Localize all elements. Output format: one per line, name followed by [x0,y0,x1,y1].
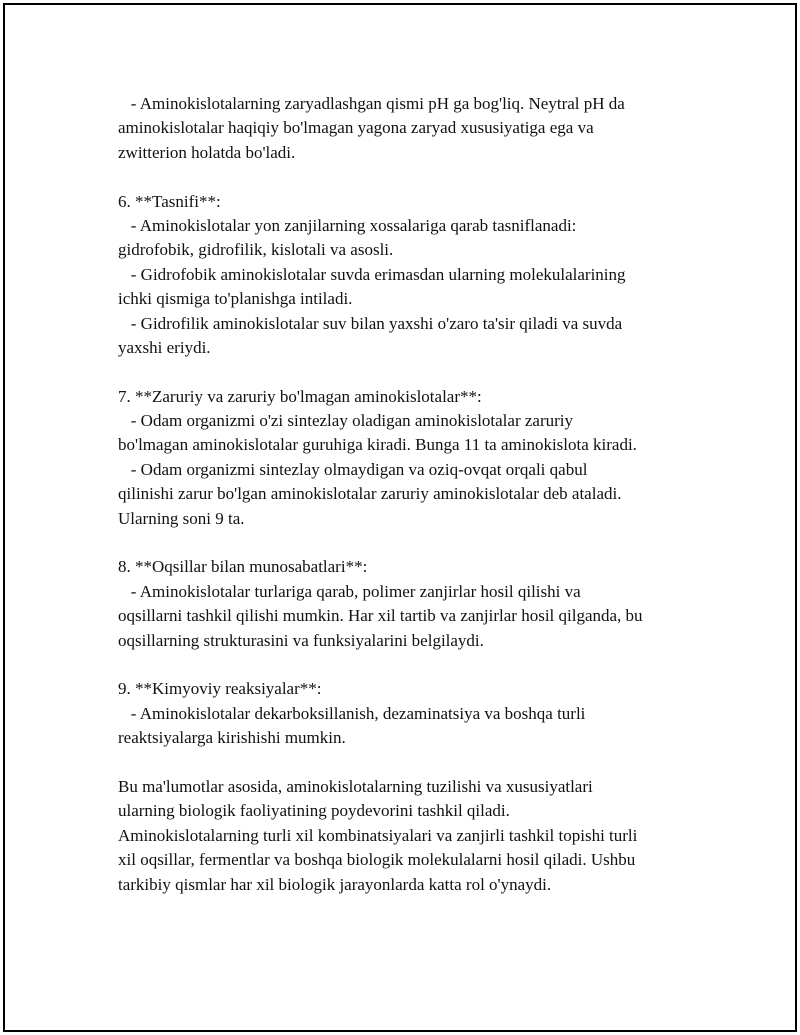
text-line: - Gidrofobik aminokislotalar suvda erimasdan ularning molekulalarining [118,264,626,284]
section-heading: 7. **Zaruriy va zaruriy bo'lmagan aminokislotalar**: [118,386,482,406]
text-line: bo'lmagan aminokislotalar guruhiga kiradi. Bunga 11 ta aminokislota kiradi. [118,435,637,455]
text-line: Bu ma'lumotlar asosida, aminokislotalarning tuzilishi va xususiyatlari [118,776,593,796]
text-line: xil oqsillar, fermentlar va boshqa biologik molekulalarni hosil qiladi. Ushbu [118,850,636,870]
text-line: - Odam organizmi sintezlay olmaydigan va oziq-ovqat orqali qabul [118,459,588,479]
text-line: - Aminokislotalar turlariga qarab, polimer zanjirlar hosil qilishi va [118,581,581,601]
text-line: ularning biologik faoliyatining poydevorini tashkil qiladi. [118,801,510,821]
blank-line [118,165,698,189]
text-line: - Aminokislotalar dekarboksillanish, dezaminatsiya va boshqa turli [118,703,586,723]
text-line: oqsillarni tashkil qilishi mumkin. Har xil tartib va zanjirlar hosil qilganda, bu [118,606,643,626]
section-heading: 9. **Kimyoviy reaksiyalar**: [118,679,322,699]
text-line: - Gidrofilik aminokislotalar suv bilan yaxshi o'zaro ta'sir qiladi va suvda [118,313,623,333]
text-line: reaktsiyalarga kirishishi mumkin. [118,728,346,748]
text-line: aminokislotalar haqiqiy bo'lmagan yagona zaryad xususiyatiga ega va [118,118,594,138]
text-line: oqsillarning strukturasini va funksiyalarini belgilaydi. [118,630,484,650]
text-line: - Aminokislotalar yon zanjilarning xossalariga qarab tasniflanadi: [118,215,577,235]
text-line: zwitterion holatda bo'ladi. [118,142,296,162]
text-line: gidrofobik, gidrofilik, kislotali va asosli. [118,240,394,260]
blank-line [118,653,698,677]
text-line: - Odam organizmi o'zi sintezlay oladigan aminokislotalar zaruriy [118,411,573,431]
document-body [118,92,698,897]
blank-line [118,751,698,775]
text-line: - Aminokislotalarning zaryadlashgan qismi pH ga bog'liq. Neytral pH da [118,94,625,113]
blank-line [118,360,698,384]
text-line: tarkibiy qismlar har xil biologik jarayonlarda katta rol o'ynaydi. [118,874,552,894]
section-heading: 6. **Tasnifi**: [118,191,221,211]
section-heading: 8. **Oqsillar bilan munosabatlari**: [118,557,368,577]
text-line: Ularning soni 9 ta. [118,508,245,528]
blank-line [118,531,698,555]
text-line: qilinishi zarur bo'lgan aminokislotalar zaruriy aminokislotalar deb ataladi. [118,484,622,504]
text-line: ichki qismiga to'planishga intiladi. [118,289,353,309]
text-line: Aminokislotalarning turli xil kombinatsiyalari va zanjirli tashkil topishi turli [118,825,638,845]
text-line: yaxshi eriydi. [118,337,211,357]
